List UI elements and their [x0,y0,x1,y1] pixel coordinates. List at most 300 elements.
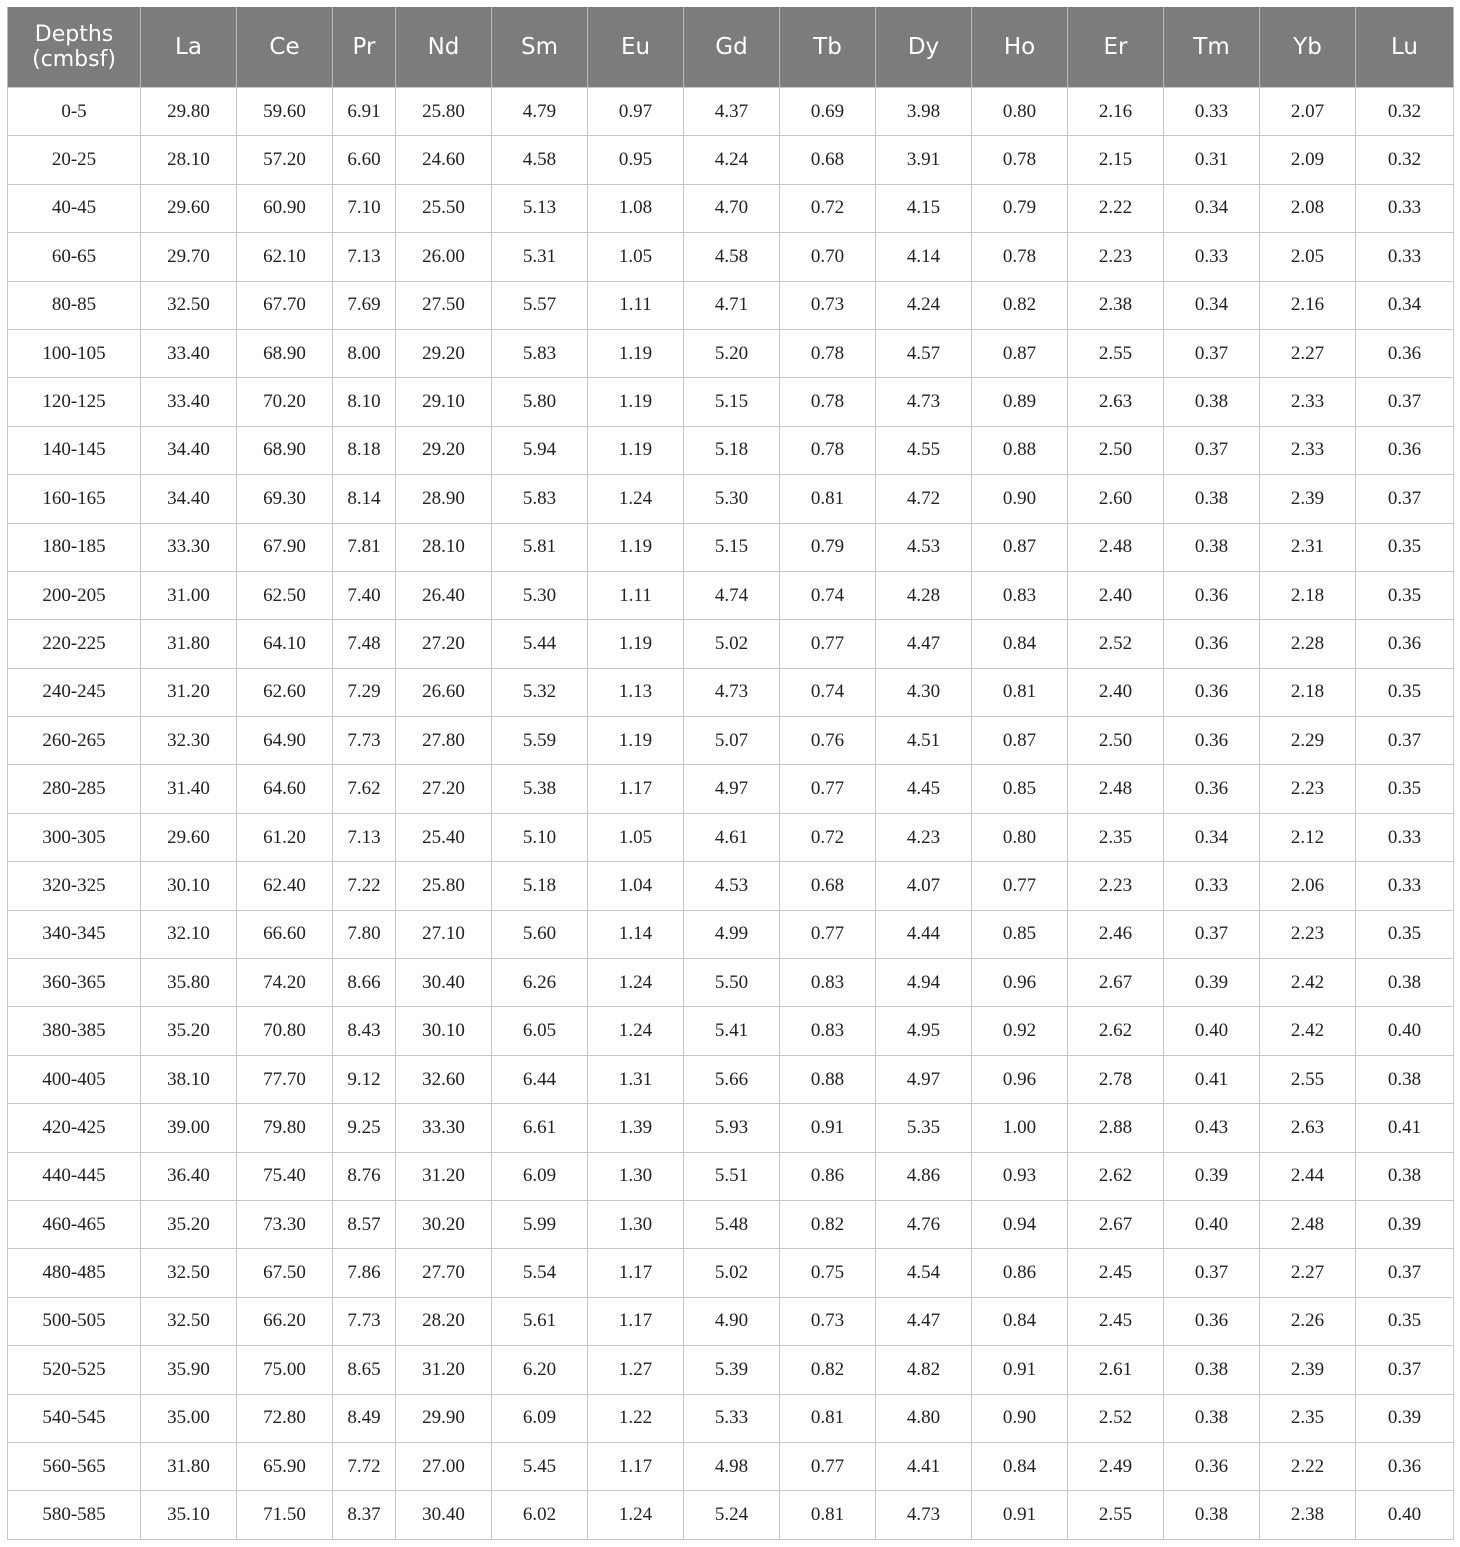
value-cell: 2.63 [1068,378,1164,426]
value-cell: 0.33 [1356,233,1454,281]
value-cell: 33.40 [141,329,237,377]
value-cell: 4.73 [876,378,972,426]
value-cell: 4.44 [876,910,972,958]
table-row [8,571,1454,619]
column-header-gd: Gd [684,7,780,88]
depth-cell: 220-225 [8,620,141,668]
value-cell: 38.10 [141,1055,237,1103]
value-cell: 1.27 [588,1346,684,1394]
value-cell: 2.49 [1068,1442,1164,1490]
table-row [8,1442,1454,1490]
value-cell: 7.10 [333,184,396,232]
value-cell: 0.82 [972,281,1068,329]
ree-data-table [7,7,1454,1540]
value-cell: 0.84 [972,620,1068,668]
value-cell: 2.42 [1260,1007,1356,1055]
value-cell: 67.90 [237,523,333,571]
value-cell: 67.70 [237,281,333,329]
value-cell: 4.90 [684,1297,780,1345]
value-cell: 5.93 [684,1104,780,1152]
depth-cell: 160-165 [8,475,141,523]
value-cell: 2.18 [1260,571,1356,619]
value-cell: 5.66 [684,1055,780,1103]
value-cell: 2.61 [1068,1346,1164,1394]
value-cell: 28.10 [141,136,237,184]
value-cell: 0.68 [780,862,876,910]
value-cell: 0.79 [972,184,1068,232]
value-cell: 32.60 [396,1055,492,1103]
value-cell: 5.60 [492,910,588,958]
value-cell: 4.30 [876,668,972,716]
value-cell: 5.02 [684,620,780,668]
value-cell: 2.40 [1068,571,1164,619]
value-cell: 7.72 [333,1442,396,1490]
value-cell: 2.55 [1260,1055,1356,1103]
value-cell: 34.40 [141,475,237,523]
value-cell: 4.99 [684,910,780,958]
value-cell: 0.82 [780,1346,876,1394]
value-cell: 0.33 [1164,88,1260,136]
value-cell: 2.50 [1068,426,1164,474]
value-cell: 8.43 [333,1007,396,1055]
value-cell: 27.80 [396,717,492,765]
column-header-ce: Ce [237,7,333,88]
table-row [8,184,1454,232]
value-cell: 0.35 [1356,765,1454,813]
value-cell: 2.23 [1260,910,1356,958]
value-cell: 0.36 [1164,571,1260,619]
depth-cell: 420-425 [8,1104,141,1152]
value-cell: 5.57 [492,281,588,329]
value-cell: 5.02 [684,1249,780,1297]
value-cell: 0.77 [780,620,876,668]
value-cell: 25.80 [396,862,492,910]
value-cell: 1.08 [588,184,684,232]
value-cell: 35.00 [141,1394,237,1442]
value-cell: 7.48 [333,620,396,668]
value-cell: 27.50 [396,281,492,329]
value-cell: 0.37 [1356,1346,1454,1394]
value-cell: 2.46 [1068,910,1164,958]
depth-cell: 240-245 [8,668,141,716]
depth-cell: 340-345 [8,910,141,958]
value-cell: 62.50 [237,571,333,619]
value-cell: 2.67 [1068,959,1164,1007]
value-cell: 0.39 [1356,1200,1454,1248]
value-cell: 32.30 [141,717,237,765]
value-cell: 34.40 [141,426,237,474]
value-cell: 0.78 [780,426,876,474]
depth-cell: 0-5 [8,88,141,136]
value-cell: 0.95 [588,136,684,184]
value-cell: 2.42 [1260,959,1356,1007]
value-cell: 0.85 [972,910,1068,958]
value-cell: 2.45 [1068,1249,1164,1297]
value-cell: 29.90 [396,1394,492,1442]
value-cell: 0.34 [1164,813,1260,861]
value-cell: 4.71 [684,281,780,329]
value-cell: 0.77 [780,765,876,813]
value-cell: 2.23 [1260,765,1356,813]
value-cell: 0.38 [1164,523,1260,571]
value-cell: 70.80 [237,1007,333,1055]
value-cell: 25.80 [396,88,492,136]
value-cell: 1.24 [588,959,684,1007]
value-cell: 0.86 [780,1152,876,1200]
value-cell: 72.80 [237,1394,333,1442]
depth-cell: 300-305 [8,813,141,861]
value-cell: 0.35 [1356,523,1454,571]
value-cell: 8.37 [333,1491,396,1539]
value-cell: 7.80 [333,910,396,958]
value-cell: 2.28 [1260,620,1356,668]
value-cell: 2.31 [1260,523,1356,571]
value-cell: 29.60 [141,813,237,861]
value-cell: 0.43 [1164,1104,1260,1152]
value-cell: 7.40 [333,571,396,619]
value-cell: 0.90 [972,475,1068,523]
value-cell: 31.20 [396,1346,492,1394]
value-cell: 28.10 [396,523,492,571]
value-cell: 35.20 [141,1007,237,1055]
depth-cell: 200-205 [8,571,141,619]
value-cell: 0.37 [1164,426,1260,474]
value-cell: 79.80 [237,1104,333,1152]
value-cell: 6.91 [333,88,396,136]
value-cell: 1.11 [588,281,684,329]
value-cell: 0.36 [1356,620,1454,668]
value-cell: 5.39 [684,1346,780,1394]
value-cell: 2.38 [1260,1491,1356,1539]
value-cell: 0.38 [1164,475,1260,523]
value-cell: 26.00 [396,233,492,281]
depth-cell: 500-505 [8,1297,141,1345]
value-cell: 59.60 [237,88,333,136]
value-cell: 2.60 [1068,475,1164,523]
value-cell: 0.38 [1164,1491,1260,1539]
value-cell: 0.72 [780,813,876,861]
value-cell: 27.10 [396,910,492,958]
value-cell: 28.90 [396,475,492,523]
value-cell: 75.40 [237,1152,333,1200]
value-cell: 4.95 [876,1007,972,1055]
value-cell: 64.10 [237,620,333,668]
value-cell: 4.45 [876,765,972,813]
column-header-ho: Ho [972,7,1068,88]
value-cell: 0.94 [972,1200,1068,1248]
value-cell: 5.18 [684,426,780,474]
table-row [8,862,1454,910]
value-cell: 0.96 [972,959,1068,1007]
value-cell: 0.77 [780,1442,876,1490]
table-header [8,7,1454,88]
value-cell: 5.07 [684,717,780,765]
value-cell: 5.83 [492,329,588,377]
value-cell: 4.98 [684,1442,780,1490]
table-row [8,668,1454,716]
value-cell: 0.89 [972,378,1068,426]
value-cell: 5.80 [492,378,588,426]
value-cell: 31.00 [141,571,237,619]
value-cell: 0.33 [1164,862,1260,910]
value-cell: 2.07 [1260,88,1356,136]
value-cell: 5.20 [684,329,780,377]
value-cell: 8.76 [333,1152,396,1200]
value-cell: 0.73 [780,281,876,329]
value-cell: 2.35 [1068,813,1164,861]
value-cell: 5.35 [876,1104,972,1152]
table-row [8,1007,1454,1055]
value-cell: 2.06 [1260,862,1356,910]
value-cell: 4.97 [876,1055,972,1103]
value-cell: 75.00 [237,1346,333,1394]
value-cell: 0.78 [780,329,876,377]
value-cell: 1.24 [588,475,684,523]
value-cell: 1.19 [588,523,684,571]
value-cell: 0.84 [972,1297,1068,1345]
value-cell: 0.93 [972,1152,1068,1200]
value-cell: 4.94 [876,959,972,1007]
value-cell: 36.40 [141,1152,237,1200]
value-cell: 2.52 [1068,620,1164,668]
value-cell: 30.40 [396,959,492,1007]
value-cell: 32.10 [141,910,237,958]
value-cell: 0.39 [1356,1394,1454,1442]
table-body [8,88,1454,1540]
value-cell: 5.10 [492,813,588,861]
table-row [8,523,1454,571]
value-cell: 31.40 [141,765,237,813]
value-cell: 8.57 [333,1200,396,1248]
value-cell: 2.23 [1068,862,1164,910]
value-cell: 4.57 [876,329,972,377]
value-cell: 0.85 [972,765,1068,813]
value-cell: 26.40 [396,571,492,619]
value-cell: 5.81 [492,523,588,571]
value-cell: 62.60 [237,668,333,716]
value-cell: 0.79 [780,523,876,571]
value-cell: 2.62 [1068,1007,1164,1055]
value-cell: 39.00 [141,1104,237,1152]
value-cell: 2.33 [1260,378,1356,426]
value-cell: 29.20 [396,329,492,377]
depth-cell: 360-365 [8,959,141,1007]
value-cell: 1.17 [588,1442,684,1490]
value-cell: 31.20 [396,1152,492,1200]
value-cell: 27.70 [396,1249,492,1297]
value-cell: 2.09 [1260,136,1356,184]
value-cell: 1.19 [588,329,684,377]
value-cell: 71.50 [237,1491,333,1539]
value-cell: 0.38 [1164,1346,1260,1394]
value-cell: 0.37 [1164,910,1260,958]
column-header-depths: Depths (cmbsf) [8,7,141,88]
value-cell: 61.20 [237,813,333,861]
depth-cell: 60-65 [8,233,141,281]
value-cell: 0.33 [1356,813,1454,861]
value-cell: 35.90 [141,1346,237,1394]
value-cell: 2.08 [1260,184,1356,232]
value-cell: 1.17 [588,1249,684,1297]
value-cell: 1.00 [972,1104,1068,1152]
value-cell: 1.14 [588,910,684,958]
value-cell: 0.81 [972,668,1068,716]
value-cell: 0.38 [1356,1055,1454,1103]
value-cell: 4.58 [684,233,780,281]
value-cell: 7.73 [333,1297,396,1345]
value-cell: 0.77 [972,862,1068,910]
column-header-la: La [141,7,237,88]
depth-cell: 20-25 [8,136,141,184]
value-cell: 1.24 [588,1007,684,1055]
value-cell: 4.07 [876,862,972,910]
value-cell: 1.39 [588,1104,684,1152]
value-cell: 4.28 [876,571,972,619]
value-cell: 4.82 [876,1346,972,1394]
value-cell: 0.38 [1164,1394,1260,1442]
value-cell: 0.77 [780,910,876,958]
value-cell: 6.09 [492,1394,588,1442]
value-cell: 0.91 [972,1346,1068,1394]
value-cell: 2.48 [1260,1200,1356,1248]
value-cell: 0.37 [1356,717,1454,765]
value-cell: 0.35 [1356,668,1454,716]
value-cell: 0.35 [1356,571,1454,619]
value-cell: 4.47 [876,1297,972,1345]
depth-cell: 520-525 [8,1346,141,1394]
value-cell: 31.80 [141,1442,237,1490]
value-cell: 0.35 [1356,910,1454,958]
value-cell: 1.22 [588,1394,684,1442]
value-cell: 30.10 [396,1007,492,1055]
value-cell: 1.17 [588,765,684,813]
value-cell: 35.80 [141,959,237,1007]
value-cell: 0.92 [972,1007,1068,1055]
value-cell: 0.32 [1356,136,1454,184]
value-cell: 2.23 [1068,233,1164,281]
value-cell: 0.78 [972,233,1068,281]
value-cell: 5.94 [492,426,588,474]
value-cell: 27.20 [396,765,492,813]
value-cell: 4.24 [876,281,972,329]
value-cell: 6.26 [492,959,588,1007]
value-cell: 6.09 [492,1152,588,1200]
value-cell: 0.34 [1164,184,1260,232]
value-cell: 57.20 [237,136,333,184]
value-cell: 2.50 [1068,717,1164,765]
value-cell: 29.20 [396,426,492,474]
value-cell: 2.16 [1260,281,1356,329]
value-cell: 5.51 [684,1152,780,1200]
value-cell: 0.74 [780,668,876,716]
table-row [8,329,1454,377]
value-cell: 0.91 [972,1491,1068,1539]
value-cell: 0.36 [1356,426,1454,474]
value-cell: 2.16 [1068,88,1164,136]
value-cell: 1.04 [588,862,684,910]
value-cell: 6.02 [492,1491,588,1539]
value-cell: 8.66 [333,959,396,1007]
value-cell: 8.49 [333,1394,396,1442]
value-cell: 0.88 [780,1055,876,1103]
value-cell: 0.39 [1164,959,1260,1007]
value-cell: 2.27 [1260,1249,1356,1297]
value-cell: 33.30 [141,523,237,571]
value-cell: 2.88 [1068,1104,1164,1152]
value-cell: 4.76 [876,1200,972,1248]
value-cell: 33.30 [396,1104,492,1152]
value-cell: 4.24 [684,136,780,184]
column-header-dy: Dy [876,7,972,88]
value-cell: 2.63 [1260,1104,1356,1152]
value-cell: 2.35 [1260,1394,1356,1442]
depth-cell: 180-185 [8,523,141,571]
value-cell: 7.81 [333,523,396,571]
table-row [8,1152,1454,1200]
value-cell: 2.48 [1068,765,1164,813]
value-cell: 8.65 [333,1346,396,1394]
value-cell: 5.32 [492,668,588,716]
table-row [8,765,1454,813]
value-cell: 0.32 [1356,88,1454,136]
value-cell: 8.10 [333,378,396,426]
value-cell: 2.26 [1260,1297,1356,1345]
value-cell: 7.73 [333,717,396,765]
value-cell: 0.33 [1164,233,1260,281]
value-cell: 4.23 [876,813,972,861]
value-cell: 4.41 [876,1442,972,1490]
value-cell: 0.74 [780,571,876,619]
value-cell: 6.20 [492,1346,588,1394]
value-cell: 1.19 [588,426,684,474]
value-cell: 1.05 [588,813,684,861]
value-cell: 2.05 [1260,233,1356,281]
depth-cell: 100-105 [8,329,141,377]
value-cell: 0.76 [780,717,876,765]
value-cell: 2.29 [1260,717,1356,765]
value-cell: 4.73 [684,668,780,716]
depth-cell: 540-545 [8,1394,141,1442]
value-cell: 64.60 [237,765,333,813]
value-cell: 2.55 [1068,1491,1164,1539]
value-cell: 1.05 [588,233,684,281]
column-header-yb: Yb [1260,7,1356,88]
value-cell: 2.52 [1068,1394,1164,1442]
value-cell: 62.10 [237,233,333,281]
value-cell: 0.87 [972,329,1068,377]
value-cell: 6.60 [333,136,396,184]
value-cell: 6.44 [492,1055,588,1103]
value-cell: 29.10 [396,378,492,426]
value-cell: 25.40 [396,813,492,861]
value-cell: 0.37 [1356,1249,1454,1297]
value-cell: 4.55 [876,426,972,474]
value-cell: 8.00 [333,329,396,377]
value-cell: 5.44 [492,620,588,668]
value-cell: 0.91 [780,1104,876,1152]
value-cell: 2.40 [1068,668,1164,716]
depth-cell: 400-405 [8,1055,141,1103]
table-row [8,910,1454,958]
table-row [8,1297,1454,1345]
value-cell: 0.36 [1164,1297,1260,1345]
value-cell: 0.37 [1164,329,1260,377]
value-cell: 24.60 [396,136,492,184]
value-cell: 0.96 [972,1055,1068,1103]
value-cell: 0.90 [972,1394,1068,1442]
value-cell: 2.39 [1260,1346,1356,1394]
value-cell: 0.36 [1164,620,1260,668]
